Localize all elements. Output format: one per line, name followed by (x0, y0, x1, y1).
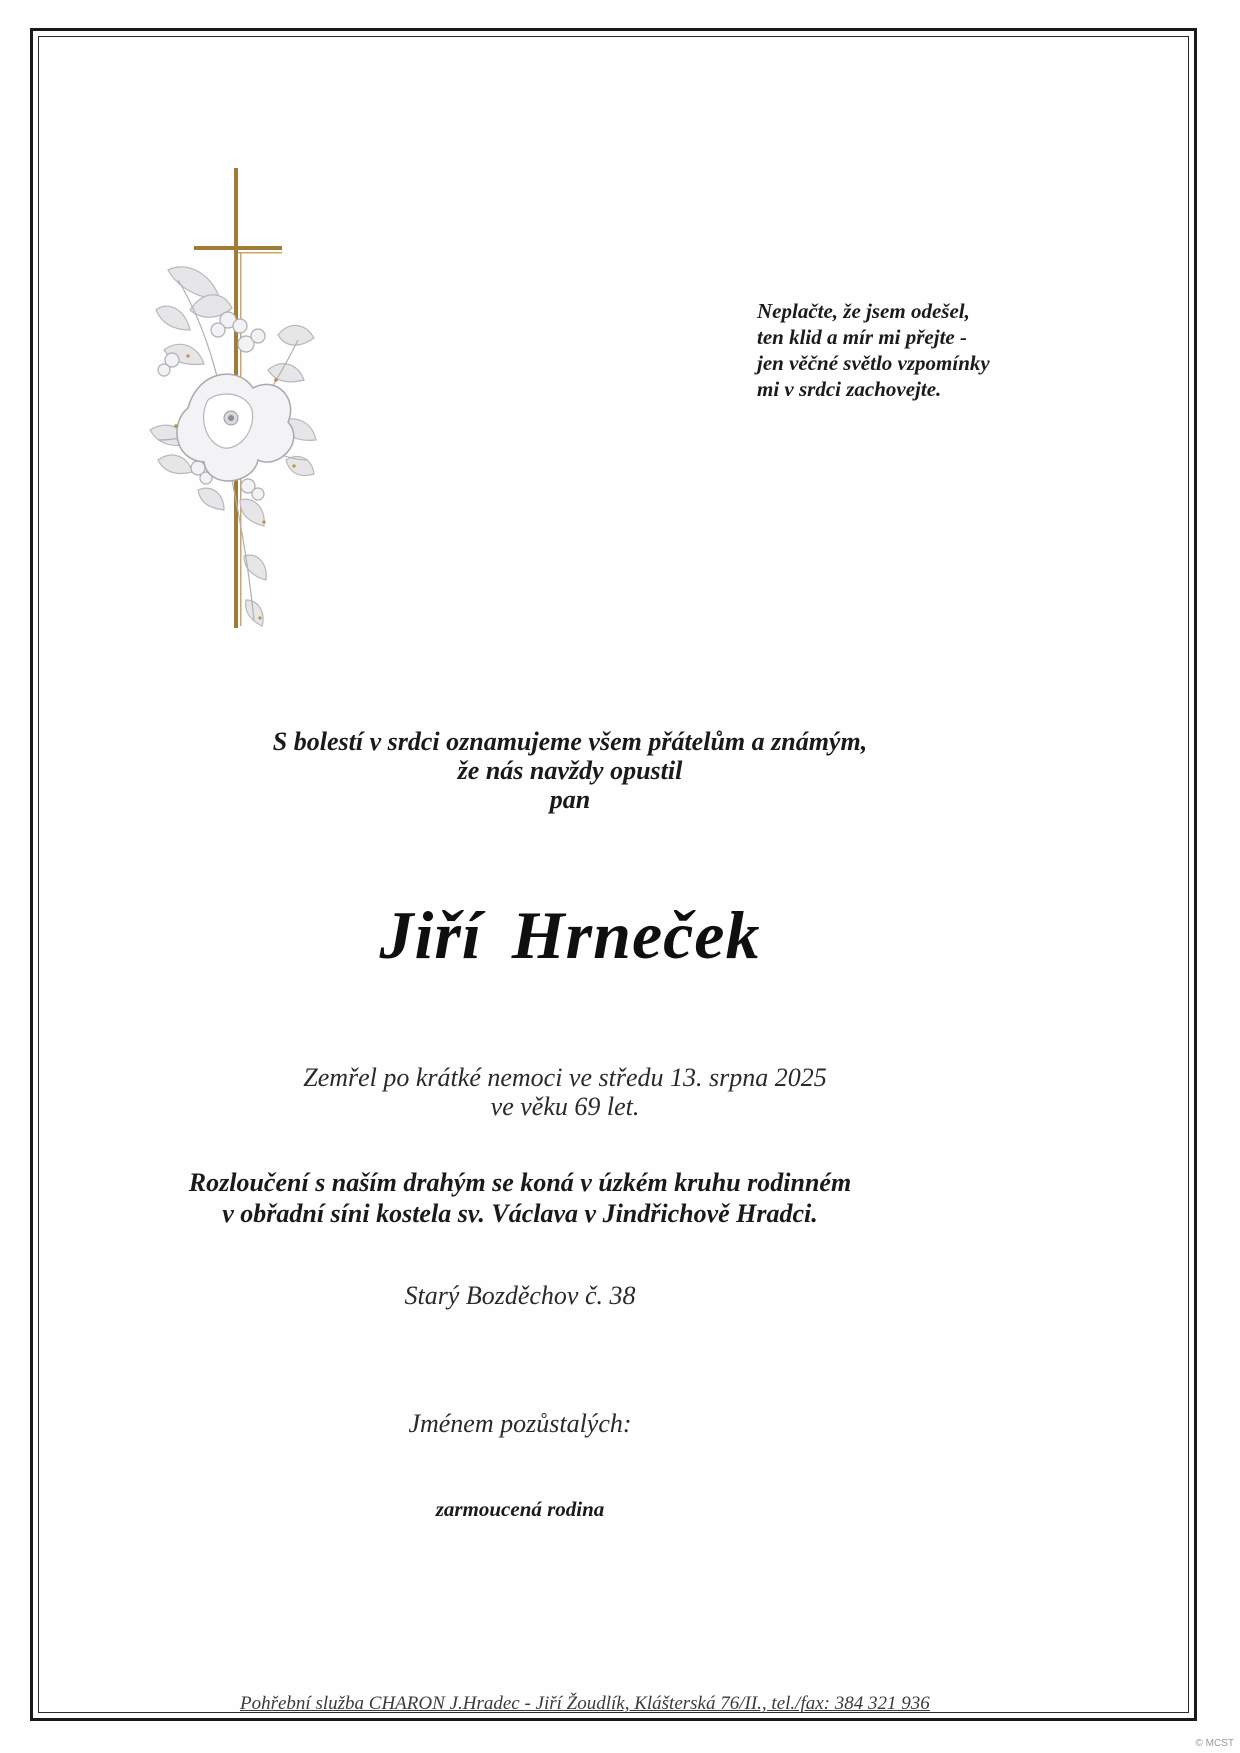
announcement-line: že nás navždy opustil (457, 756, 683, 785)
last-name: Hrneček (511, 897, 761, 973)
family-signature: zarmoucená rodina (435, 1497, 605, 1521)
poem (757, 298, 1137, 402)
death-info-line: Zemřel po krátké nemoci ve středu 13. srpna 2025 (303, 1063, 827, 1092)
death-info (0, 1063, 1185, 1121)
death-info-line: ve věku 69 let. (490, 1092, 640, 1121)
on-behalf-label: Jménem pozůstalých: (408, 1409, 632, 1438)
announcement (0, 727, 1240, 814)
farewell-line: Rozloučení s naším drahým se koná v úzkém kruhu rodinném (188, 1168, 852, 1197)
announcement-line: pan (549, 785, 591, 814)
poem-line: ten klid a mír mi přejte - (757, 325, 967, 349)
address: Starý Bozděchov č. 38 (404, 1281, 636, 1310)
farewell-line: v obřadní síni kostela sv. Václava v Jindřichově Hradci. (222, 1199, 818, 1228)
cross-with-flowers-icon (128, 160, 328, 640)
deceased-name (0, 895, 1190, 975)
announcement-line: S bolestí v srdci oznamujeme všem přátelům a známým, (272, 727, 868, 756)
poem-line: jen věčné světlo vzpomínky (757, 351, 990, 375)
watermark: © MCST (1195, 1738, 1234, 1749)
funeral-service-footer: Pohřební služba CHARON J.Hradec - Jiří Žoudlík, Klášterská 76/II., tel./fax: 384 321 936 (240, 1693, 930, 1714)
first-name: Jiří (379, 897, 482, 973)
poem-line: mi v srdci zachovejte. (757, 377, 942, 401)
poem-line: Neplačte, že jsem odešel, (757, 299, 970, 323)
farewell-info (0, 1167, 1140, 1229)
